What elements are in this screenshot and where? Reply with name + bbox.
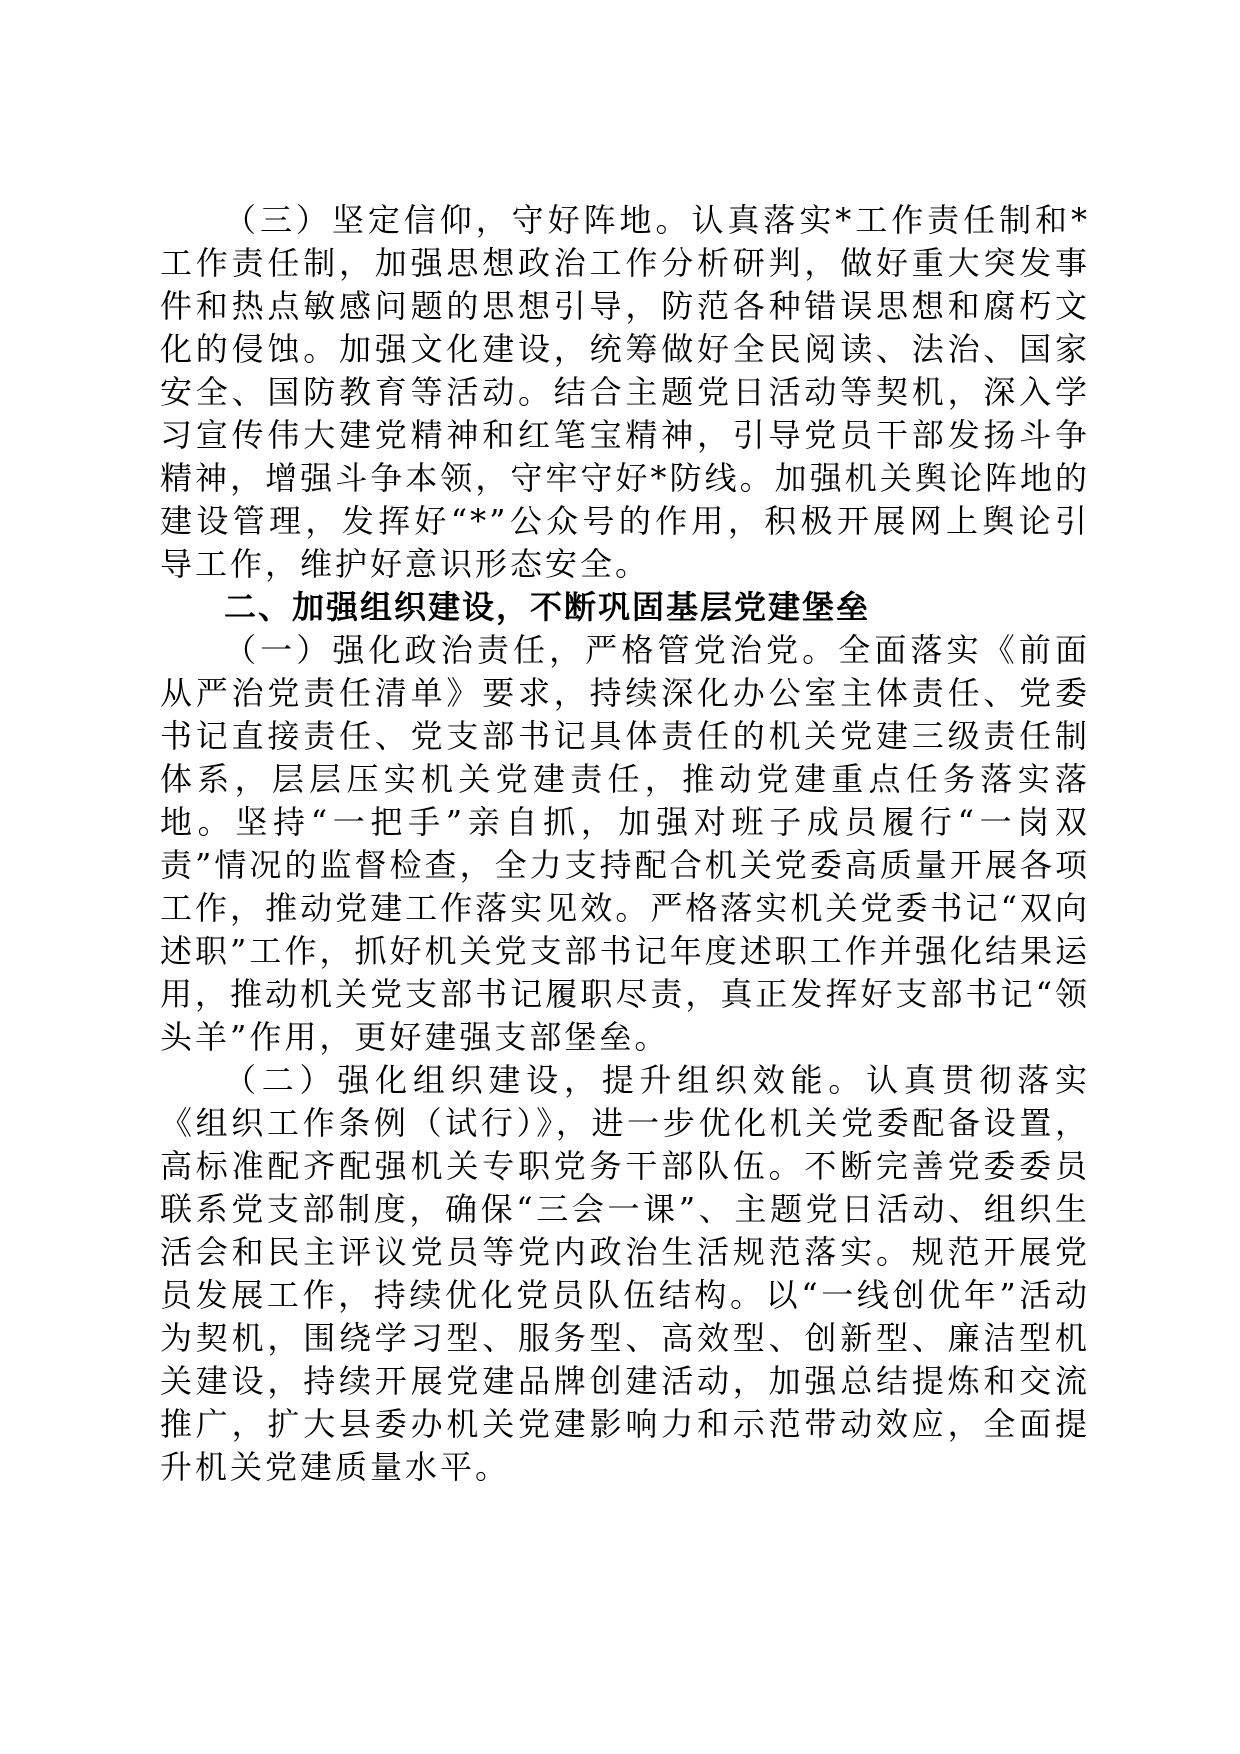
section-heading-2: 二、加强组织建设，不断巩固基层党建堡垒 <box>224 588 871 626</box>
paragraph-subsection-2: （二）强化组织建设，提升组织效能。认真贯彻落实《组织工作条例（试行）》，进一步优化机关党委配备设置，高标准配齐配强机关专职党务干部队伍。不断完善党委委员联系党支部制度，确保“三会一课”、主题党日活动、组织生活会和民主评议党员等党内政治生活规范落实。规范开展党员发展工作，持续优化党员队伍结构。以“一线创优年”活动为契机，围绕学习型、服务型、高效型、创新型、廉洁型机关建设，持续开展党建品牌创建活动，加强总结提炼和交流推广，扩大县委办机关党建影响力和示范带动效应，全面提升机关党建质量水平。 <box>160 1061 1090 1486</box>
document-body <box>160 199 1090 1489</box>
paragraph-subsection-1: （一）强化政治责任，严格管党治党。全面落实《前面从严治党责任清单》要求，持续深化办公室主体责任、党委书记直接责任、党支部书记具体责任的机关党建三级责任制体系，层层压实机关党建责任，推动党建重点任务落实落地。坚持“一把手”亲自抓，加强对班子成员履行“一岗双责”情况的监督检查，全力支持配合机关党委高质量开展各项工作，推动党建工作落实见效。严格落实机关党委书记“双向述职”工作，抓好机关党支部书记年度述职工作并强化结果运用，推动机关党支部书记履职尽责，真正发挥好支部书记“领头羊”作用，更好建强支部堡垒。 <box>160 631 1090 1056</box>
paragraph-section-3: （三）坚定信仰，守好阵地。认真落实*工作责任制和*工作责任制，加强思想政治工作分析研判，做好重大突发事件和热点敏感问题的思想引导，防范各种错误思想和腐朽文化的侵蚀。加强文化建设，统筹做好全民阅读、法治、国家安全、国防教育等活动。结合主题党日活动等契机，深入学习宣传伟大建党精神和红笔宝精神，引导党员干部发扬斗争精神，增强斗争本领，守牢守好*防线。加强机关舆论阵地的建设管理，发挥好“*”公众号的作用，积极开展网上舆论引导工作，维护好意识形态安全。 <box>160 201 1090 583</box>
